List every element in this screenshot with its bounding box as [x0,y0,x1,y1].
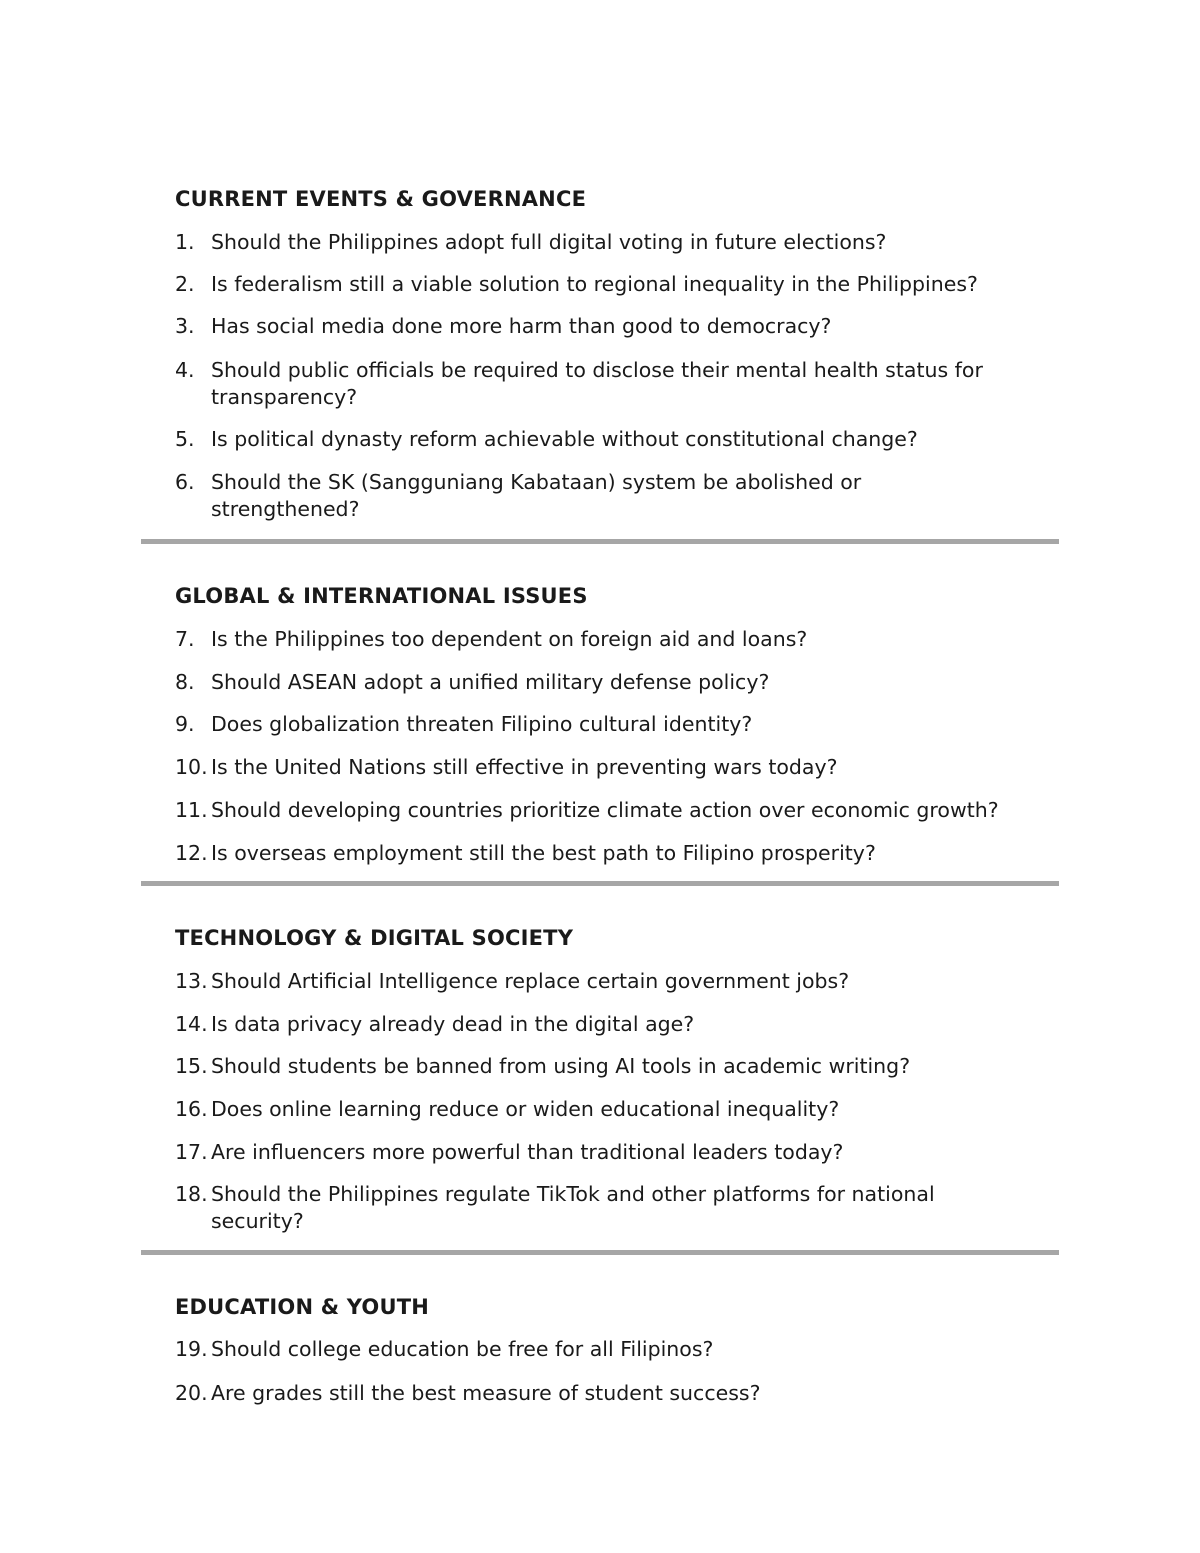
section-current-events [175,187,1055,521]
list-item [175,1336,1055,1363]
list-item [175,1096,1055,1123]
item-number: 17. [175,1140,208,1164]
list-item [175,1181,1023,1235]
question-text: Are grades still the best measure of student success? [211,1381,761,1405]
section-divider [141,881,1059,886]
item-number: 3. [175,314,195,338]
question-text: Is data privacy already dead in the digital age? [211,1012,695,1036]
section-heading: TECHNOLOGY & DIGITAL SOCIETY [175,926,574,950]
list-item [175,1053,1055,1080]
item-number: 20. [175,1381,208,1405]
item-number: 1. [175,230,195,254]
item-number: 8. [175,670,195,694]
question-text: Does globalization threaten Filipino cultural identity? [211,712,753,736]
question-text: Should ASEAN adopt a unified military defense policy? [211,670,770,694]
section-technology [175,926,1055,1233]
section-education [175,1295,1055,1405]
item-number: 7. [175,627,195,651]
list-item [175,711,1055,738]
item-number: 19. [175,1337,208,1361]
item-number: 15. [175,1054,208,1078]
question-text: Are influencers more powerful than traditional leaders today? [211,1140,844,1164]
section-heading: CURRENT EVENTS & GOVERNANCE [175,187,587,211]
item-number: 16. [175,1097,208,1121]
list-item [175,968,1055,995]
list-item [175,754,1055,781]
question-text: Should the Philippines regulate TikTok and other platforms for national security? [211,1182,935,1233]
section-divider [141,539,1059,544]
list-item [175,229,1055,256]
item-number: 4. [175,358,195,382]
section-divider [141,1250,1059,1255]
section-heading: EDUCATION & YOUTH [175,1295,430,1319]
question-text: Should students be banned from using AI tools in academic writing? [211,1054,911,1078]
item-number: 10. [175,755,208,779]
question-text: Is the Philippines too dependent on foreign aid and loans? [211,627,808,651]
section-heading: GLOBAL & INTERNATIONAL ISSUES [175,584,588,608]
list-item [175,1011,1055,1038]
section-global-issues [175,584,1055,865]
question-text: Should developing countries prioritize climate action over economic growth? [211,798,999,822]
question-text: Should public officials be required to disclose their mental health status for transparency? [211,358,983,409]
item-number: 12. [175,841,208,865]
list-item [175,469,941,523]
list-item [175,1380,1055,1407]
question-text: Should the Philippines adopt full digital voting in future elections? [211,230,887,254]
list-item [175,313,1055,340]
question-text: Should college education be free for all Filipinos? [211,1337,714,1361]
list-item [175,797,1091,824]
list-item [175,1139,1055,1166]
question-text: Should Artificial Intelligence replace certain government jobs? [211,969,850,993]
item-number: 18. [175,1182,208,1206]
item-number: 9. [175,712,195,736]
list-item [175,840,1055,867]
list-item [175,357,1031,411]
question-text: Is federalism still a viable solution to regional inequality in the Philippines? [211,272,978,296]
item-number: 11. [175,798,208,822]
list-item [175,271,1055,298]
item-number: 13. [175,969,208,993]
item-number: 14. [175,1012,208,1036]
question-text: Is political dynasty reform achievable without constitutional change? [211,427,918,451]
item-number: 2. [175,272,195,296]
item-number: 5. [175,427,195,451]
list-item [175,426,1055,453]
question-text: Does online learning reduce or widen educational inequality? [211,1097,840,1121]
list-item [175,626,1055,653]
list-item [175,669,1055,696]
item-number: 6. [175,470,195,494]
question-text: Is the United Nations still effective in preventing wars today? [211,755,838,779]
question-text: Is overseas employment still the best path to Filipino prosperity? [211,841,876,865]
question-text: Has social media done more harm than good to democracy? [211,314,832,338]
question-text: Should the SK (Sangguniang Kabataan) system be abolished or strengthened? [211,470,862,521]
